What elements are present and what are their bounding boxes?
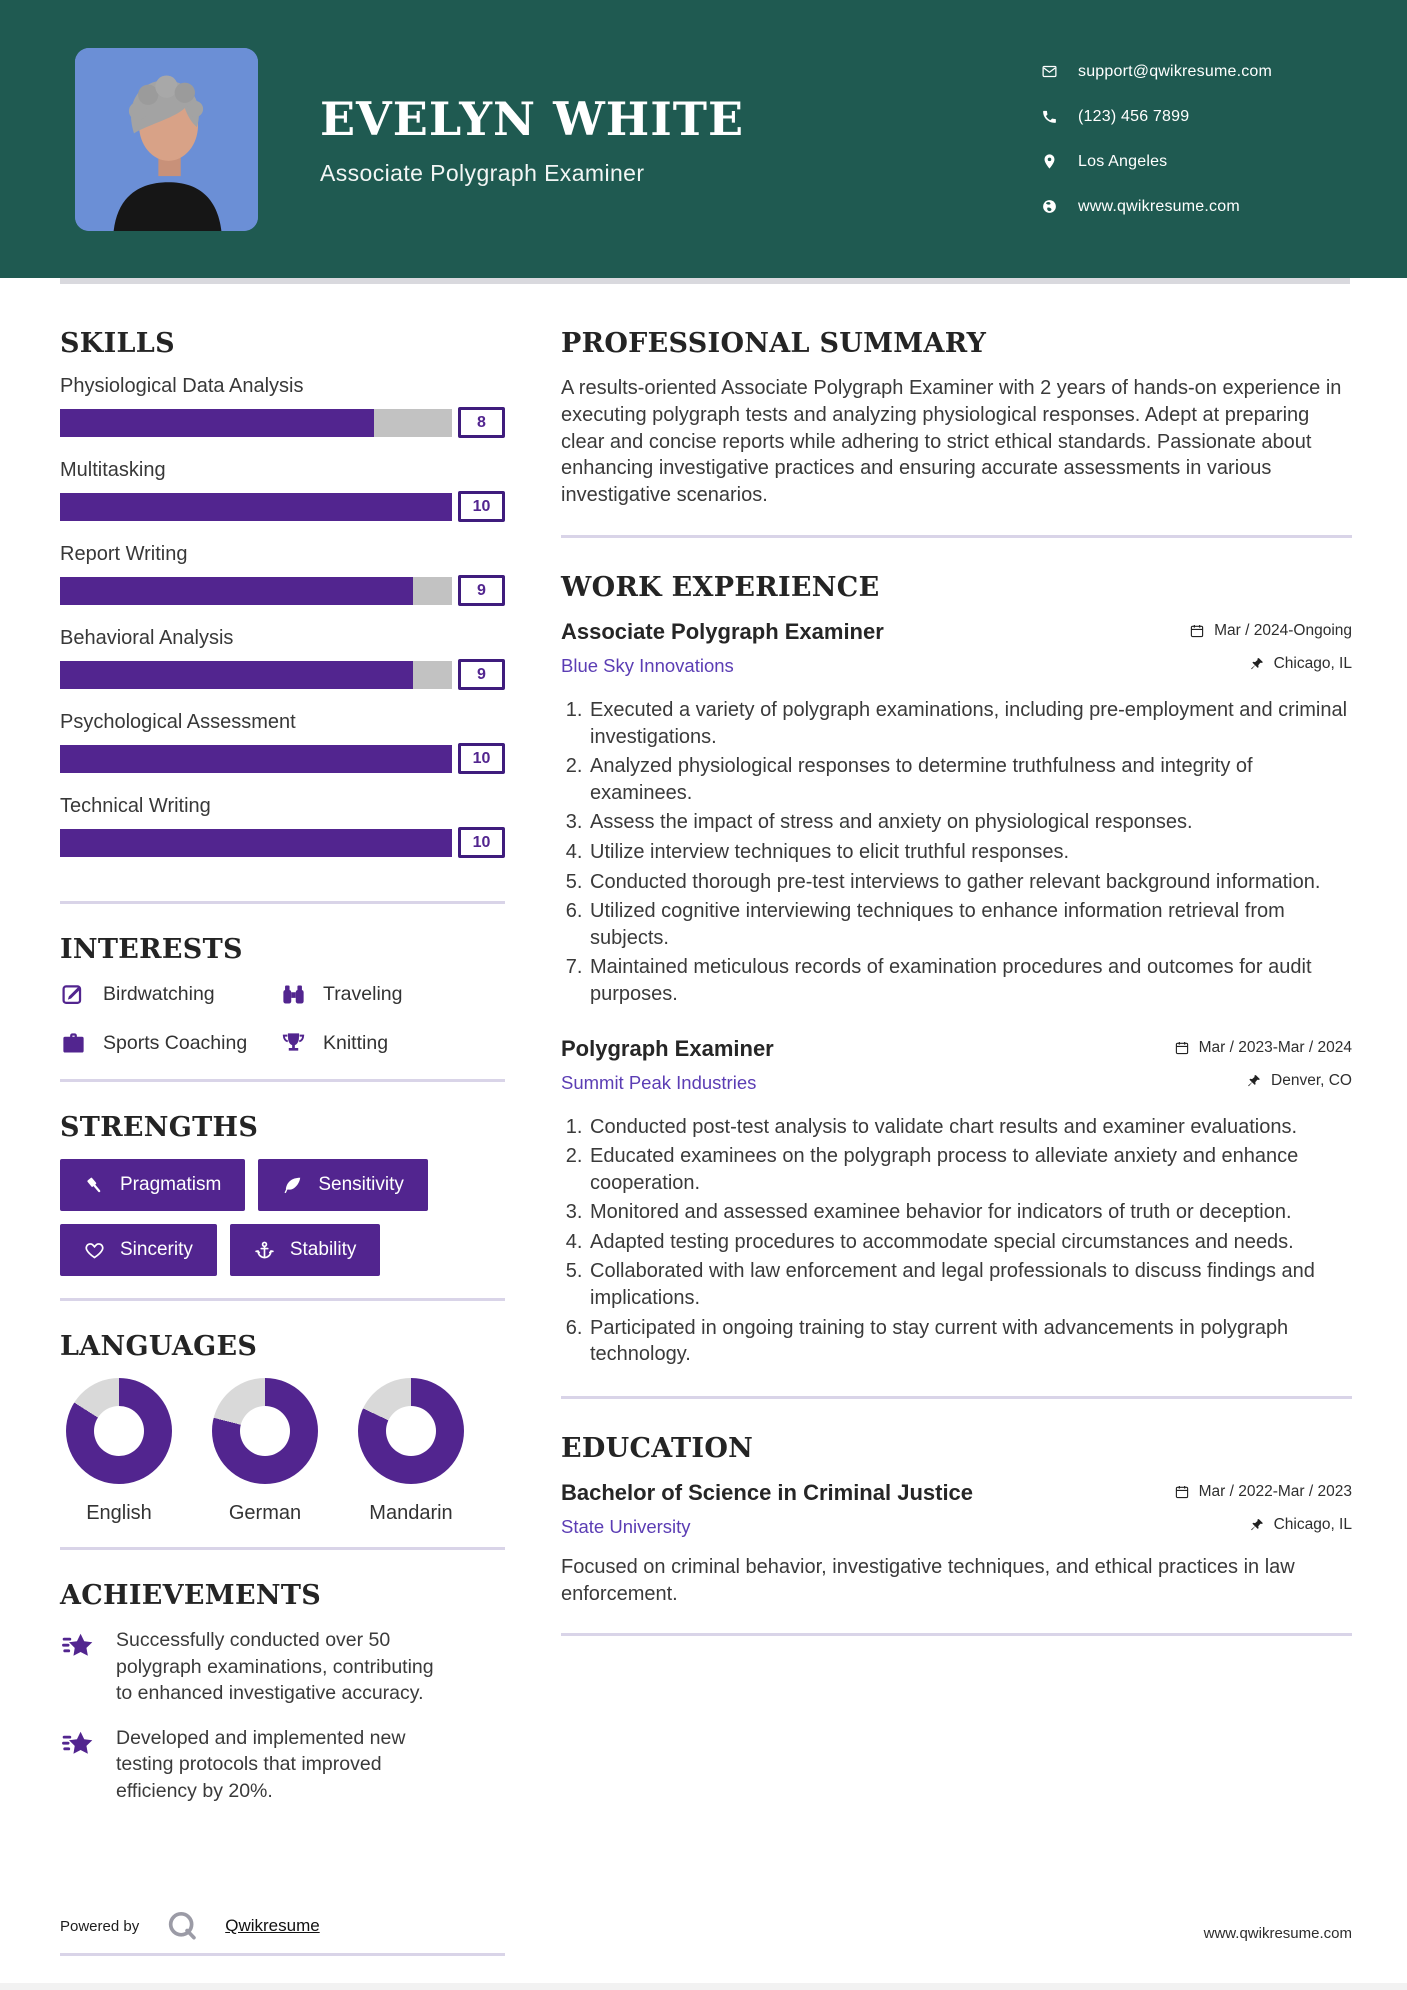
job-entry (561, 1036, 1352, 1368)
skill-score-badge (458, 743, 505, 774)
section-heading-experience: WORK EXPERIENCE (561, 571, 880, 603)
language-item (66, 1378, 172, 1525)
divider (561, 1396, 1352, 1399)
achievement-text: Successfully conducted over 50 polygraph examinations, contributing to enhanced investigative accuracy. (116, 1629, 434, 1705)
job-bullet-list (561, 1114, 1352, 1368)
calendar-icon (1174, 1040, 1190, 1056)
jobs-list (561, 619, 1352, 1368)
skill-bar-fill (60, 493, 452, 521)
job-entry-title: Associate Polygraph Examiner (561, 618, 884, 644)
skill-label: Behavioral Analysis (60, 627, 234, 649)
skill-score: 9 (477, 581, 486, 599)
avatar (75, 48, 258, 231)
skill-bar-track (60, 409, 452, 437)
leaf-icon (282, 1175, 303, 1196)
achievement-item (60, 1725, 505, 1805)
skill-bar-fill (60, 661, 413, 689)
skill-item (60, 711, 505, 774)
binoculars-icon (280, 981, 307, 1008)
location-pin-icon (1041, 153, 1058, 170)
section-heading-summary: PROFESSIONAL SUMMARY (561, 328, 987, 359)
mail-icon (1041, 63, 1058, 80)
contact-row[interactable] (1041, 153, 1341, 171)
job-bullet: 2. Educated examinees on the polygraph process to alleviate anxiety and enhance cooperation. (588, 1143, 1352, 1196)
skill-score-badge (458, 659, 505, 690)
education-date (1174, 1483, 1352, 1501)
achievements-section (60, 1580, 505, 1822)
interest-label: Traveling (323, 983, 403, 1005)
skill-label: Multitasking (60, 459, 166, 481)
job-title-subtitle: Associate Polygraph Examiner (320, 159, 645, 186)
skill-label: Psychological Assessment (60, 711, 296, 733)
pushpin-icon (1246, 1073, 1262, 1089)
qwikresume-link[interactable]: Qwikresume (225, 1916, 320, 1935)
heart-icon (84, 1240, 105, 1261)
section-heading-achievements: ACHIEVEMENTS (60, 1580, 322, 1611)
section-heading-interests: INTERESTS (60, 934, 243, 965)
contact-text[interactable]: support@qwikresume.com (1078, 62, 1273, 80)
strength-label: Sensitivity (318, 1174, 404, 1195)
skill-bar-fill (60, 409, 374, 437)
contact-text[interactable]: www.qwikresume.com (1078, 197, 1240, 215)
divider (60, 1079, 505, 1082)
skill-item (60, 375, 505, 438)
pushpin-icon (1249, 1517, 1265, 1533)
skill-score-badge (458, 827, 505, 858)
company-link[interactable]: Blue Sky Innovations (561, 654, 734, 676)
trophy-icon (280, 1030, 307, 1057)
school-link[interactable]: State University (561, 1515, 691, 1537)
education-description: Focused on criminal behavior, investigative techniques, and ethical practices in law enforcement. (561, 1555, 1295, 1605)
company-link[interactable]: Summit Peak Industries (561, 1071, 757, 1093)
skill-bar-fill (60, 829, 452, 857)
job-bullet: 6. Utilized cognitive interviewing techniques to enhance information retrieval from subjects. (588, 898, 1352, 951)
skill-bar-track (60, 745, 452, 773)
job-date-text: Mar / 2023-Mar / 2024 (1198, 1038, 1352, 1056)
language-label: Mandarin (369, 1502, 453, 1524)
skill-bar-track (60, 829, 452, 857)
job-bullet: 6. Participated in ongoing training to stay current with advancements in polygraph technology. (588, 1315, 1352, 1368)
languages-list (60, 1378, 505, 1525)
job-bullet: 4. Utilize interview techniques to elicit truthful responses. (588, 839, 1352, 866)
summary-text: A results-oriented Associate Polygraph Examiner with 2 years of hands-on experience in executing polygraph tests and analyzing physiological responses. Adept at preparing clear and concise reports while adhering to strict ethical standards. Passionate about enhancing investigative practices and ensuring accurate assessments in various investigative scenarios. (561, 377, 1342, 507)
skills-list (60, 375, 505, 858)
skill-score: 10 (472, 833, 491, 851)
footer-powered-by (60, 1899, 505, 1956)
skill-bar-fill (60, 577, 413, 605)
divider (60, 1298, 505, 1301)
skill-bar-track (60, 661, 452, 689)
anchor-icon (254, 1240, 275, 1261)
strength-label: Sincerity (120, 1239, 193, 1260)
job-location (1249, 655, 1352, 673)
job-location-text: Denver, CO (1271, 1071, 1352, 1089)
interest-item (60, 1030, 280, 1057)
job-bullet: 3. Monitored and assessed examinee behavior for indicators of truth or deception. (588, 1199, 1352, 1226)
interest-label: Knitting (323, 1032, 389, 1054)
page-title: EVELYN WHITE (320, 91, 745, 146)
strength-label: Stability (289, 1239, 357, 1260)
powered-by-label: Powered by (60, 1917, 140, 1935)
job-bullet: 5. Collaborated with law enforcement and legal professionals to discuss findings and implications. (588, 1258, 1352, 1311)
job-bullet: 2. Analyzed physiological responses to determine truthfulness and integrity of examinees. (588, 753, 1352, 806)
education-date-text: Mar / 2022-Mar / 2023 (1198, 1482, 1352, 1500)
skill-score: 10 (472, 749, 491, 767)
left-column (60, 328, 505, 1956)
strength-label: Pragmatism (120, 1174, 222, 1195)
skill-item (60, 543, 505, 606)
divider (561, 1633, 1352, 1636)
phone-icon (1041, 108, 1058, 125)
section-heading-strengths: STRENGTHS (60, 1112, 259, 1143)
profile-photo (75, 48, 258, 231)
interests-list (60, 981, 505, 1057)
job-date (1174, 1039, 1352, 1057)
strengths-section (60, 1112, 505, 1276)
achievement-item (60, 1627, 505, 1707)
shooting-star-icon (60, 1727, 98, 1765)
job-entry-title: Polygraph Examiner (561, 1035, 774, 1061)
job-bullet: 5. Conducted thorough pre-test interviews to gather relevant background information. (588, 869, 1352, 896)
languages-section (60, 1331, 505, 1525)
language-label: German (228, 1502, 302, 1524)
skill-item (60, 459, 505, 522)
job-bullet: 3. Assess the impact of stress and anxiety on physiological responses. (588, 809, 1352, 836)
interest-label: Sports Coaching (103, 1032, 248, 1054)
interest-item (60, 981, 280, 1008)
skill-score-badge (458, 575, 505, 606)
interest-item (280, 981, 505, 1008)
skill-bar-row (60, 491, 505, 522)
qwikresume-logo-icon (165, 1909, 199, 1943)
calendar-icon (1174, 1484, 1190, 1500)
language-label: English (86, 1502, 152, 1524)
content (0, 284, 1407, 1990)
skill-bar-track (60, 577, 452, 605)
language-item (358, 1378, 464, 1525)
divider (60, 1547, 505, 1550)
interest-label: Birdwatching (103, 983, 215, 1005)
skill-label: Technical Writing (60, 795, 211, 817)
contact-list (1041, 63, 1341, 216)
contact-row[interactable] (1041, 198, 1341, 216)
strength-chip (60, 1224, 217, 1276)
achievements-list (60, 1627, 505, 1804)
skill-bar-track (60, 493, 452, 521)
strength-chip (258, 1159, 428, 1211)
contact-text[interactable]: Los Angeles (1078, 152, 1168, 170)
skill-bar-row (60, 827, 505, 858)
skill-label: Physiological Data Analysis (60, 375, 304, 397)
globe-icon (1041, 198, 1058, 215)
job-location-text: Chicago, IL (1273, 654, 1352, 672)
job-bullet-list (561, 697, 1352, 1008)
skill-score: 10 (472, 497, 491, 515)
identity-block (320, 92, 744, 187)
right-column (561, 328, 1352, 1956)
skill-score-badge (458, 407, 505, 438)
shooting-star-icon (60, 1629, 98, 1667)
gavel-icon (84, 1175, 105, 1196)
job-date (1189, 622, 1352, 640)
degree-title: Bachelor of Science in Criminal Justice (561, 1479, 974, 1505)
job-bullet: 4. Adapted testing procedures to accommodate special circumstances and needs. (588, 1229, 1352, 1256)
skill-bar-row (60, 659, 505, 690)
section-heading-skills: SKILLS (60, 328, 175, 359)
language-donut-chart (358, 1378, 464, 1484)
strength-chip (60, 1159, 245, 1211)
contact-row[interactable] (1041, 63, 1341, 81)
job-bullet: 1. Conducted post-test analysis to validate chart results and examiner evaluations. (588, 1114, 1352, 1141)
header (0, 0, 1407, 278)
skill-score-badge (458, 491, 505, 522)
skill-bar-row (60, 407, 505, 438)
job-location (1246, 1072, 1352, 1090)
footer-divider (60, 1953, 505, 1956)
skill-bar-row (60, 743, 505, 774)
section-heading-education: EDUCATION (561, 1432, 754, 1464)
interests-section (60, 934, 505, 1057)
page-bottom-strip (0, 1983, 1407, 1990)
skill-score: 9 (477, 665, 486, 683)
skill-score: 8 (477, 413, 486, 431)
contact-text[interactable]: (123) 456 7899 (1078, 107, 1190, 125)
footer-site-url[interactable]: www.qwikresume.com (1203, 1925, 1352, 1942)
strength-chip (230, 1224, 381, 1276)
contact-row[interactable] (1041, 108, 1341, 126)
interest-item (280, 1030, 505, 1057)
job-entry (561, 619, 1352, 1008)
language-donut-chart (212, 1378, 318, 1484)
skill-bar-row (60, 575, 505, 606)
pencil-edit-icon (60, 981, 87, 1008)
calendar-icon (1189, 623, 1205, 639)
skill-item (60, 627, 505, 690)
achievement-text: Developed and implemented new testing protocols that improved efficiency by 20%. (116, 1726, 406, 1802)
pushpin-icon (1249, 656, 1265, 672)
skill-bar-fill (60, 745, 452, 773)
education-location-text: Chicago, IL (1273, 1515, 1352, 1533)
language-item (212, 1378, 318, 1525)
skill-label: Report Writing (60, 543, 188, 565)
job-bullet: 1. Executed a variety of polygraph examinations, including pre-employment and criminal investigations. (588, 697, 1352, 750)
skill-item (60, 795, 505, 858)
section-heading-languages: LANGUAGES (60, 1331, 258, 1362)
job-date-text: Mar / 2024-Ongoing (1214, 621, 1352, 639)
skills-section (60, 328, 505, 879)
divider (561, 535, 1352, 538)
job-bullet: 7. Maintained meticulous records of examination procedures and outcomes for audit purposes. (588, 954, 1352, 1007)
divider (60, 901, 505, 904)
language-donut-chart (66, 1378, 172, 1484)
briefcase-icon (60, 1030, 87, 1057)
strengths-list (60, 1159, 505, 1276)
education-location (1249, 1516, 1352, 1534)
